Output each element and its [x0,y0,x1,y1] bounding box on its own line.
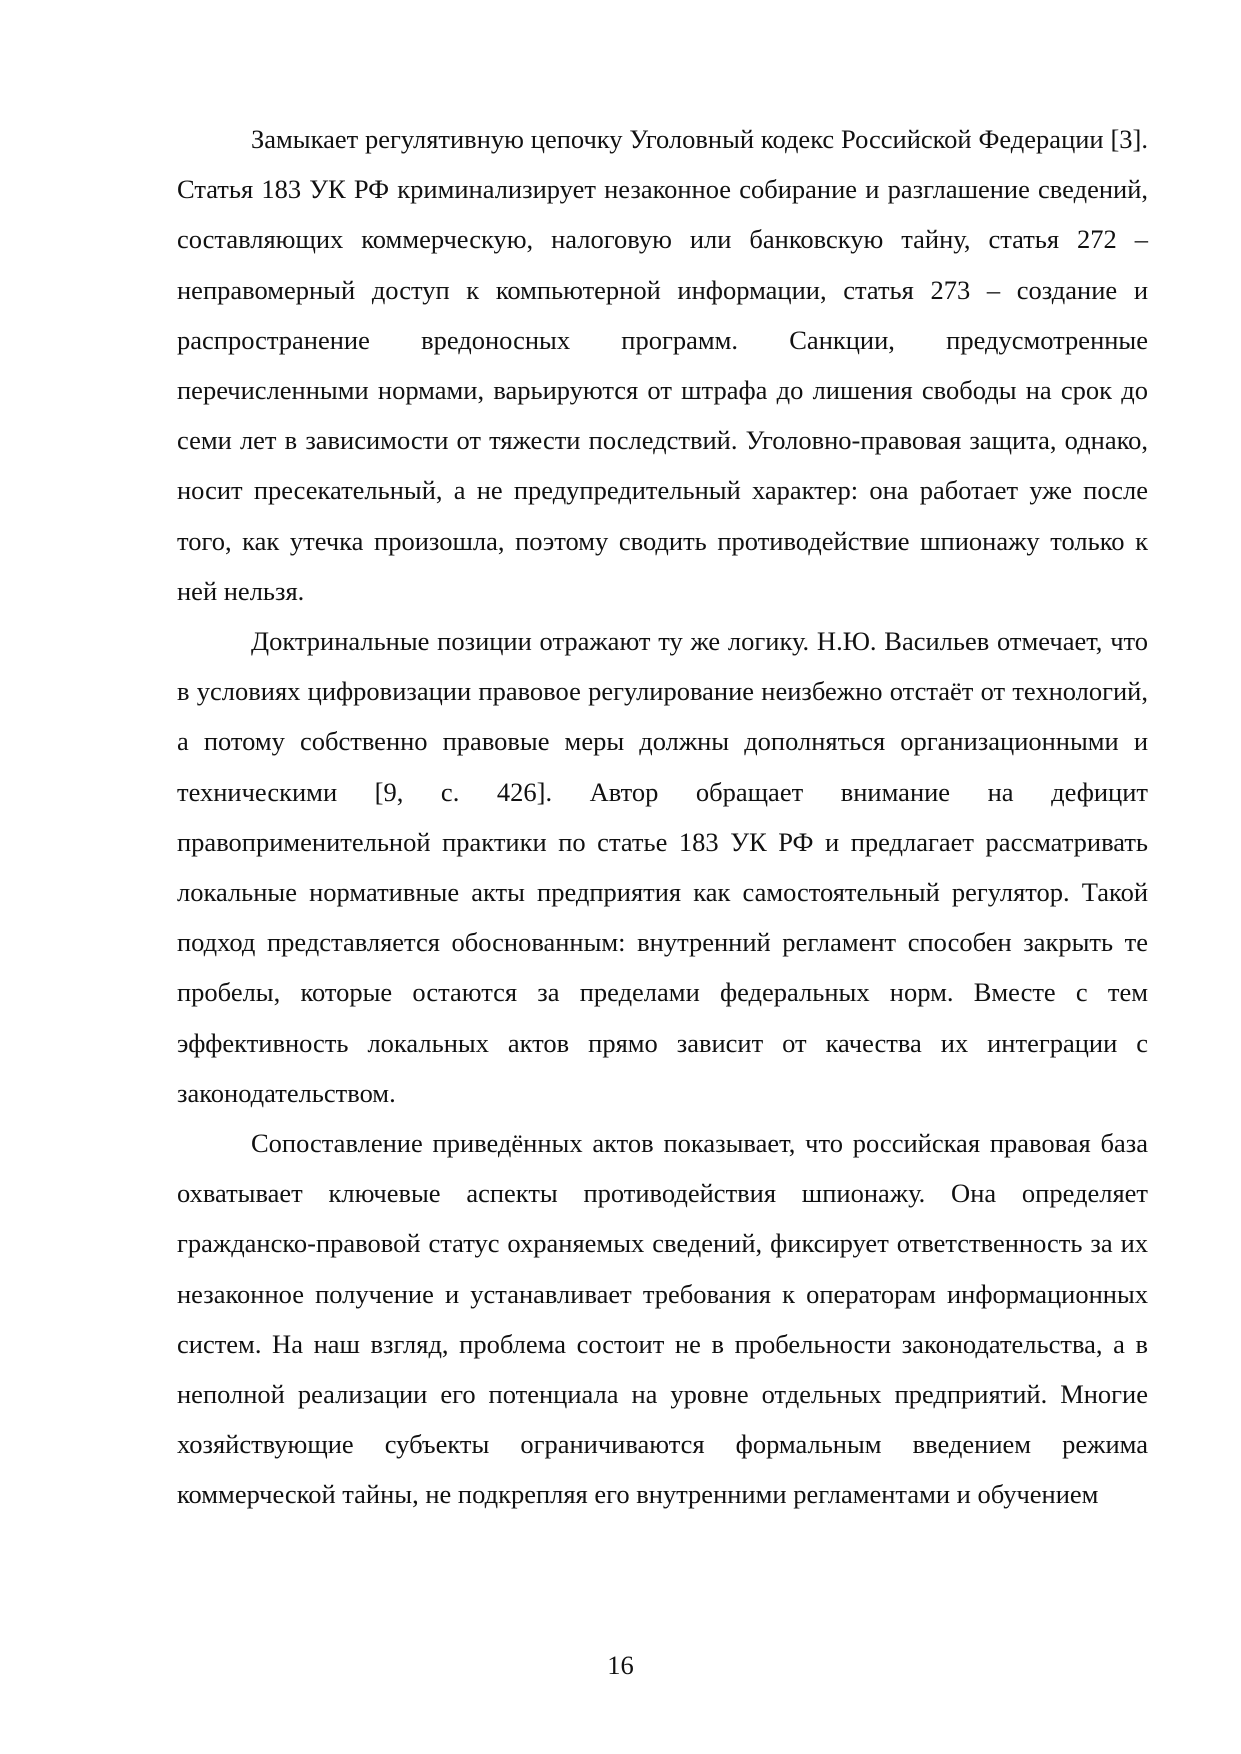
paragraph-criminal-code: Замыкает регулятивную цепочку Уголовный кодекс Российской Федерации [3]. Статья 183 УК РФ криминализирует незаконное собирание и разглашение сведений, составляющих коммерческую, налоговую или банковскую тайну, статья 272 – неправомерный доступ к компьютерной информации, статья 273 – создание и распространение вредоносных программ. Санкции, предусмотренные перечисленными нормами, варьируются от штрафа до лишения свободы на срок до семи лет в зависимости от тяжести последствий. Уголовно-правовая защита, однако, носит пресекательный, а не предупредительный характер: она работает уже после того, как утечка произошла, поэтому сводить противодействие шпионажу только к ней нельзя. [177,124,1148,606]
paragraph-doctrinal-positions: Доктринальные позиции отражают ту же логику. Н.Ю. Васильев отмечает, что в условиях цифровизации правовое регулирование неизбежно отстаёт от технологий, а потому собственно правовые меры должны дополняться организационными и техническими [9, с. 426]. Автор обращает внимание на дефицит правоприменительной практики по статье 183 УК РФ и предлагает рассматривать локальные нормативные акты предприятия как самостоятельный регулятор. Такой подход представляется обоснованным: внутренний регламент способен закрыть те пробелы, которые остаются за пределами федеральных норм. Вместе с тем эффективность локальных актов прямо зависит от качества их интеграции с законодательством. [177,626,1148,1108]
body-text [177,114,1148,1520]
paragraph-comparison-of-acts: Сопоставление приведённых актов показывает, что российская правовая база охватывает ключевые аспекты противодействия шпионажу. Она определяет гражданско-правовой статус охраняемых сведений, фиксирует ответственность за их незаконное получение и устанавливает требования к операторам информационных систем. На наш взгляд, проблема состоит не в пробельности законодательства, а в неполной реализации его потенциала на уровне отдельных предприятий. Многие хозяйствующие субъекты ограничиваются формальным введением режима коммерческой тайны, не подкрепляя его внутренними регламентами и обучением [177,1128,1148,1510]
page-number: 16 [607,1650,634,1680]
